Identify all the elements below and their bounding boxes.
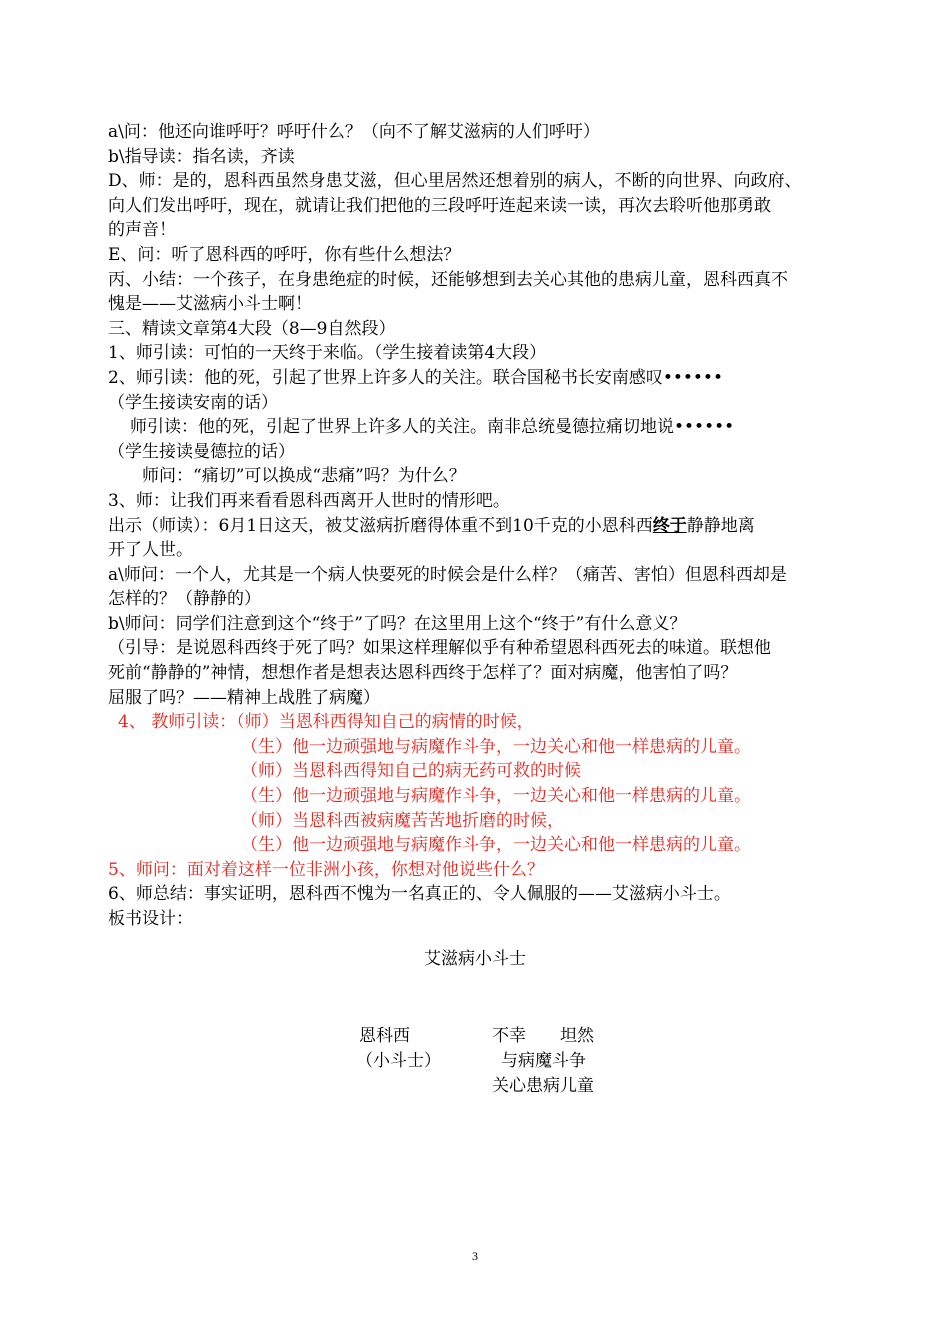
board-word: 关心患病儿童 xyxy=(492,1076,594,1096)
text-line: 3、师：让我们再来看看恩科西离开人世时的情形吧。 xyxy=(108,490,510,511)
board-word: 与病魔斗争 xyxy=(501,1051,586,1071)
text-line: （学生接读安南的话） xyxy=(108,392,278,413)
text-line: 开了人世。 xyxy=(108,540,193,561)
section-heading: 三、精读文章第4大段（8—9自然段） xyxy=(108,318,396,339)
text-line: a\师问：一个人，尤其是一个病人快要死的时候会是什么样？（痛苦、害怕）但恩科西却是 xyxy=(108,564,787,585)
text-line: 屈服了吗？——精神上战胜了病魔） xyxy=(108,687,380,708)
text-line: 愧是——艾滋病小斗士啊！ xyxy=(108,294,312,315)
text-line: 师问：“痛切”可以换成“悲痛”吗？为什么？ xyxy=(142,466,466,487)
board-word: 坦然 xyxy=(560,1026,594,1046)
emphasized-word: 终于 xyxy=(652,515,687,536)
text-line: 的声音！ xyxy=(108,220,176,241)
text-line: 怎样的？（静静的） xyxy=(108,589,261,610)
text-line: 1、师引读：可怕的一天终于来临。（学生接着读第4大段） xyxy=(108,343,547,364)
text-line: E、问：听了恩科西的呼吁，你有些什么想法？ xyxy=(108,244,461,265)
text-line: 2、师引读：他的死，引起了世界上许多人的关注。联合国秘书长安南感叹•••••• xyxy=(108,367,723,388)
text-line: 向人们发出呼吁，现在，就请让我们把他的三段呼吁连起来读一读，再次去聆听他那勇敢 xyxy=(108,195,771,216)
text-line-with-emphasis xyxy=(108,514,838,539)
red-text-line: （师）当恩科西得知自己的病无药可救的时候 xyxy=(241,761,581,782)
text-line: 死前“静静的”神情，想想作者是想表达恩科西终于怎样了？面对病魔，他害怕了吗？ xyxy=(108,663,738,684)
text-line: a\问：他还向谁呼吁？呼吁什么？（向不了解艾滋病的人们呼吁） xyxy=(108,122,600,142)
red-text-line: 4、 教师引读：（师）当恩科西得知自己的病情的时候， xyxy=(118,712,534,733)
lesson-text xyxy=(108,120,838,932)
text-line: b\师问：同学们注意到这个“终于”了吗？在这里用上这个“终于”有什么意义？ xyxy=(108,613,687,634)
text-line: （学生接读曼德拉的话） xyxy=(108,441,295,462)
text-line: （引导：是说恩科西终于死了吗？如果这样理解似乎有种希望恩科西死去的味道。联想他 xyxy=(108,638,771,659)
red-text-line: （生）他一边顽强地与病魔作斗争，一边关心和他一样患病的儿童。 xyxy=(241,736,751,757)
text-line: b\指导读：指名读，齐读 xyxy=(108,146,295,167)
text-line: 师引读：他的死，引起了世界上许多人的关注。南非总统曼德拉痛切地说•••••• xyxy=(130,417,735,438)
red-text-line: （生）他一边顽强地与病魔作斗争，一边关心和他一样患病的儿童。 xyxy=(241,835,751,856)
text-line: D、师：是的，恩科西虽然身患艾滋，但心里居然还想着别的病人，不断的向世界、向政府、 xyxy=(108,171,802,192)
board-name-sub: （小斗士） xyxy=(356,1051,441,1071)
text-line: 丙、小结：一个孩子，在身患绝症的时候，还能够想到去关心其他的患病儿童，恩科西真不 xyxy=(108,269,788,290)
board-title: 艾滋病小斗士 xyxy=(424,949,526,969)
text-segment: 静静地离 xyxy=(686,515,755,536)
board-word: 不幸 xyxy=(492,1026,526,1046)
red-text-line: （师）当恩科西被病魔苦苦地折磨的时候， xyxy=(241,810,564,831)
text-line: 板书设计： xyxy=(108,909,193,929)
page-number: 3 xyxy=(472,1249,478,1263)
text-segment: 出示（师读）：6月1日这天，被艾滋病折磨得体重不到10千克的小恩科西 xyxy=(108,515,653,536)
red-text-line: 5、师问：面对着这样一位非洲小孩，你想对他说些什么？ xyxy=(108,859,544,880)
text-line: 6、师总结：事实证明，恩科西不愧为一名真正的、令人佩服的——艾滋病小斗士。 xyxy=(108,884,731,905)
red-text-line: （生）他一边顽强地与病魔作斗争，一边关心和他一样患病的儿童。 xyxy=(241,786,751,807)
board-name: 恩科西 xyxy=(359,1026,410,1046)
